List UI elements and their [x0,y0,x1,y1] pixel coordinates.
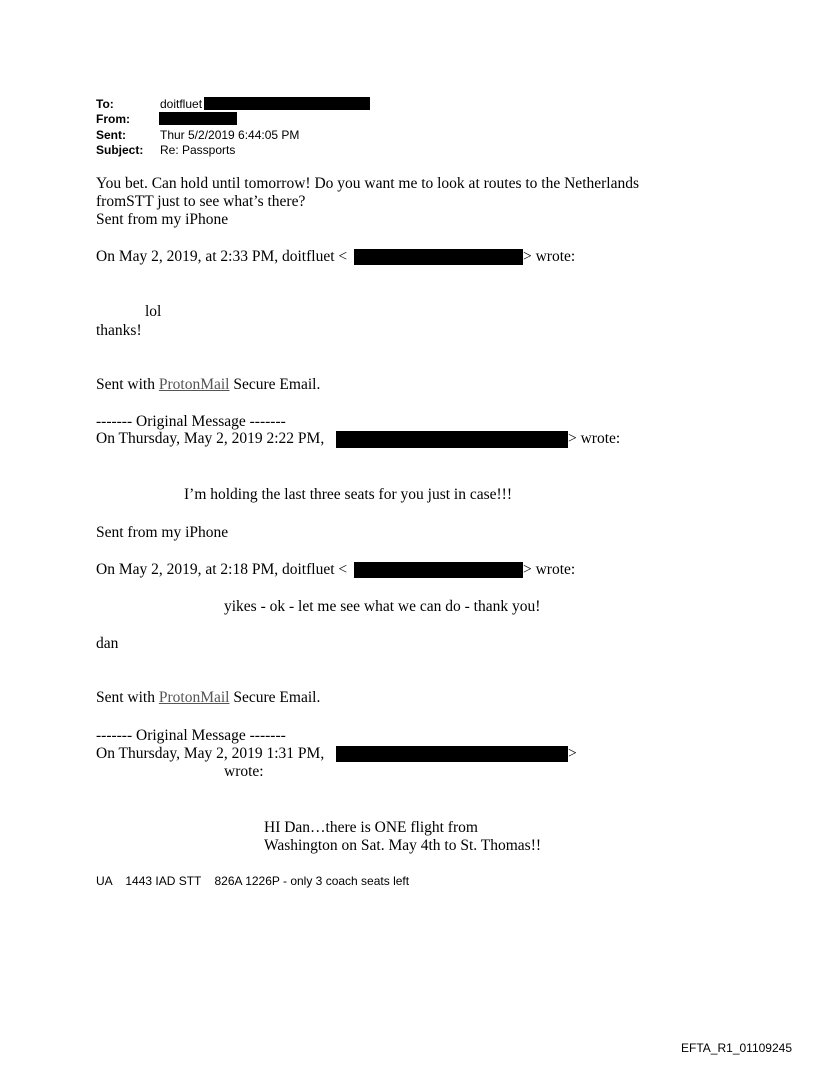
reply-signature: Sent from my iPhone [96,211,229,228]
flight-info-line-2: Washington on Sat. May 4th to St. Thomas!! [264,837,542,854]
flight-details: UA 1443 IAD STT 826A 1226P - only 3 coach seats left [96,874,410,888]
iphone-signature-2: Sent from my iPhone [96,524,229,541]
redaction-quote2-email [354,562,523,578]
original-message-suffix-2: > [568,745,577,762]
reply-line-2: fromSTT just to see what’s there? [96,193,306,210]
quote2-suffix: > wrote: [523,561,576,578]
protonmail-suffix-2: Secure Email. [229,689,321,706]
from-label: From: [96,112,130,126]
protonmail-link-1[interactable]: ProtonMail [158,376,230,393]
protonmail-link-2[interactable]: ProtonMail [158,689,230,706]
redaction-orig2-sender [336,746,568,762]
protonmail-signature-1 [96,376,320,393]
original-message-header-1: ------- Original Message ------- [96,413,286,430]
document-id: EFTA_R1_01109245 [681,1041,792,1055]
thanks-text: thanks! [96,322,142,339]
original-message-prefix-1: On Thursday, May 2, 2019 2:22 PM, [96,430,325,447]
quote2-prefix: On May 2, 2019, at 2:18 PM, doitfluet < [96,561,348,578]
original-message-suffix-1: > wrote: [568,430,621,447]
to-label: To: [96,97,114,111]
lol-text: lol [145,303,162,320]
quote1-suffix: > wrote: [523,248,576,265]
redaction-quote1-email [354,249,523,265]
protonmail-signature-2 [96,689,320,706]
subject-value: Re: Passports [160,143,236,157]
protonmail-prefix-2: Sent with [96,689,159,706]
protonmail-prefix-1: Sent with [96,376,159,393]
protonmail-suffix-1: Secure Email. [229,376,321,393]
to-value: doitfluet [160,97,203,111]
reply-line-1: You bet. Can hold until tomorrow! Do you want me to look at routes to the Netherlands [96,175,640,192]
redaction-from [159,112,237,125]
sent-label: Sent: [96,128,126,142]
holding-seats-text: I’m holding the last three seats for you just in case!!! [184,486,512,503]
wrote-text: wrote: [224,763,264,780]
redaction-orig1-sender [336,431,568,448]
subject-label: Subject: [96,143,144,157]
yikes-text: yikes - ok - let me see what we can do - thank you! [224,598,541,615]
quote1-prefix: On May 2, 2019, at 2:33 PM, doitfluet < [96,248,348,265]
dan-signature: dan [96,635,119,652]
original-message-prefix-2: On Thursday, May 2, 2019 1:31 PM, [96,745,325,762]
flight-info-line-1: HI Dan…there is ONE flight from [264,819,478,836]
redaction-to [204,97,370,110]
original-message-header-2: ------- Original Message ------- [96,727,286,744]
sent-value: Thur 5/2/2019 6:44:05 PM [160,128,300,142]
